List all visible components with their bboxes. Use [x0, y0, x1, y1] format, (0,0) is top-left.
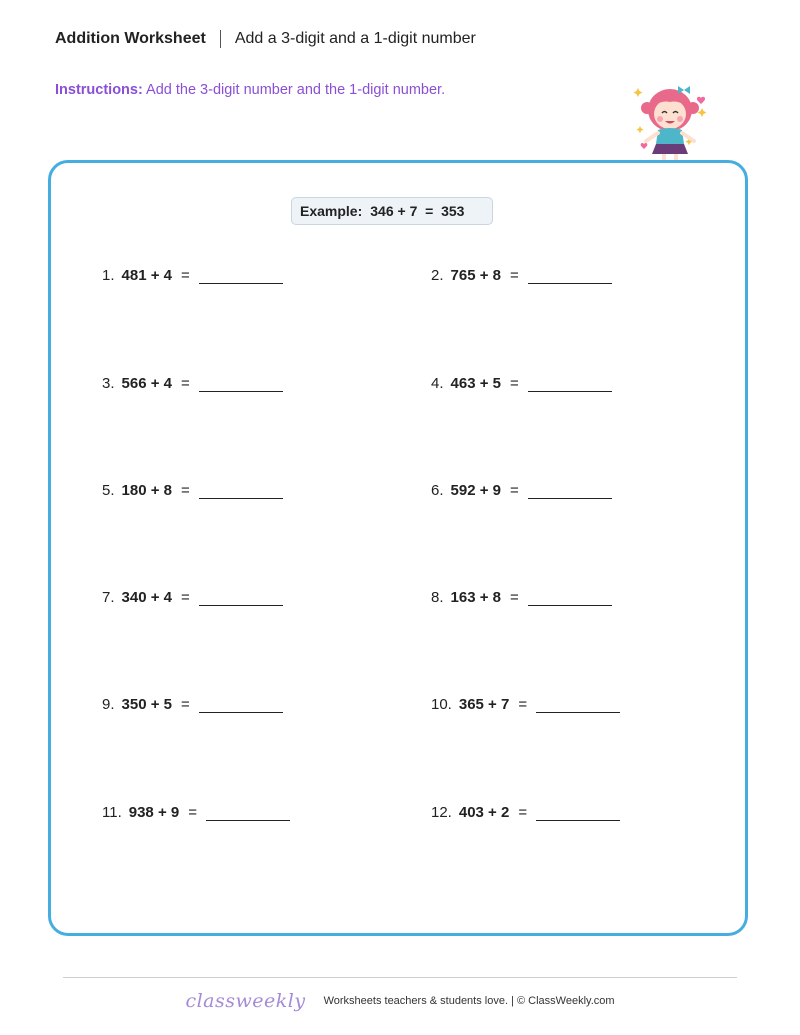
problem-2 — [431, 262, 612, 284]
problem-expression: 365 + 7 — [458, 696, 510, 713]
problem-6 — [431, 477, 612, 499]
problem-9 — [102, 691, 283, 713]
problem-number: 6. — [431, 482, 444, 499]
equals-sign: = — [518, 696, 528, 713]
problem-number: 1. — [102, 267, 115, 284]
equals-sign: = — [180, 696, 190, 713]
problem-1 — [102, 262, 283, 284]
brand-logo: classweekly — [185, 990, 306, 1012]
example-box — [291, 197, 493, 225]
problem-number: 4. — [431, 375, 444, 392]
problem-number: 7. — [102, 589, 115, 606]
equals-sign: = — [509, 375, 519, 392]
equals-sign: = — [509, 482, 519, 499]
header-divider — [220, 30, 221, 48]
answer-blank[interactable] — [528, 589, 612, 606]
worksheet-title: Addition Worksheet — [55, 30, 206, 47]
answer-blank[interactable] — [536, 696, 620, 713]
problem-3 — [102, 370, 283, 392]
problem-expression: 765 + 8 — [450, 267, 501, 284]
equals-sign: = — [180, 267, 190, 284]
equals-sign: = — [518, 804, 528, 821]
answer-blank[interactable] — [199, 696, 283, 713]
problem-number: 12. — [431, 804, 452, 821]
problem-expression: 566 + 4 — [121, 375, 172, 392]
problem-10 — [431, 691, 620, 713]
example-equation: 346 + 7 = 353 — [370, 203, 465, 219]
equals-sign: = — [509, 589, 519, 606]
problem-number: 3. — [102, 375, 115, 392]
problem-number: 11. — [102, 804, 122, 821]
problem-expression: 592 + 9 — [450, 482, 501, 499]
equals-sign: = — [180, 375, 190, 392]
footer — [0, 990, 800, 1012]
instructions-text: Add the 3-digit number and the 1-digit number. — [146, 82, 446, 98]
problem-expression: 163 + 8 — [450, 589, 501, 606]
answer-blank[interactable] — [528, 375, 612, 392]
answer-blank[interactable] — [528, 482, 612, 499]
problem-number: 8. — [431, 589, 444, 606]
answer-blank[interactable] — [528, 267, 612, 284]
problem-number: 2. — [431, 267, 444, 284]
example-label: Example: — [300, 203, 363, 219]
instructions — [55, 82, 445, 98]
answer-blank[interactable] — [199, 267, 283, 284]
problem-number: 10. — [431, 696, 452, 713]
equals-sign: = — [509, 267, 519, 284]
answer-blank[interactable] — [199, 482, 283, 499]
answer-blank[interactable] — [199, 589, 283, 606]
equals-sign: = — [180, 482, 190, 499]
problem-5 — [102, 477, 283, 499]
answer-blank[interactable] — [536, 804, 620, 821]
answer-blank[interactable] — [206, 804, 290, 821]
problem-expression: 403 + 2 — [458, 804, 510, 821]
problem-4 — [431, 370, 612, 392]
problem-number: 9. — [102, 696, 115, 713]
equals-sign: = — [180, 589, 190, 606]
instructions-label: Instructions: — [55, 82, 143, 98]
problem-expression: 481 + 4 — [121, 267, 172, 284]
problem-expression: 938 + 9 — [128, 804, 180, 821]
problem-expression: 350 + 5 — [121, 696, 172, 713]
problem-number: 5. — [102, 482, 115, 499]
problem-expression: 463 + 5 — [450, 375, 501, 392]
answer-blank[interactable] — [199, 375, 283, 392]
problem-11 — [102, 799, 290, 821]
footer-divider — [63, 977, 737, 978]
worksheet-subtitle: Add a 3-digit and a 1-digit number — [234, 30, 476, 47]
problem-8 — [431, 584, 612, 606]
equals-sign: = — [188, 804, 197, 821]
footer-tagline: Worksheets teachers & students love. | © ClassWeekly.com — [323, 995, 615, 1007]
problem-12 — [431, 799, 620, 821]
problem-7 — [102, 584, 283, 606]
problem-expression: 340 + 4 — [121, 589, 172, 606]
problem-expression: 180 + 8 — [121, 482, 172, 499]
worksheet-header — [55, 30, 476, 48]
